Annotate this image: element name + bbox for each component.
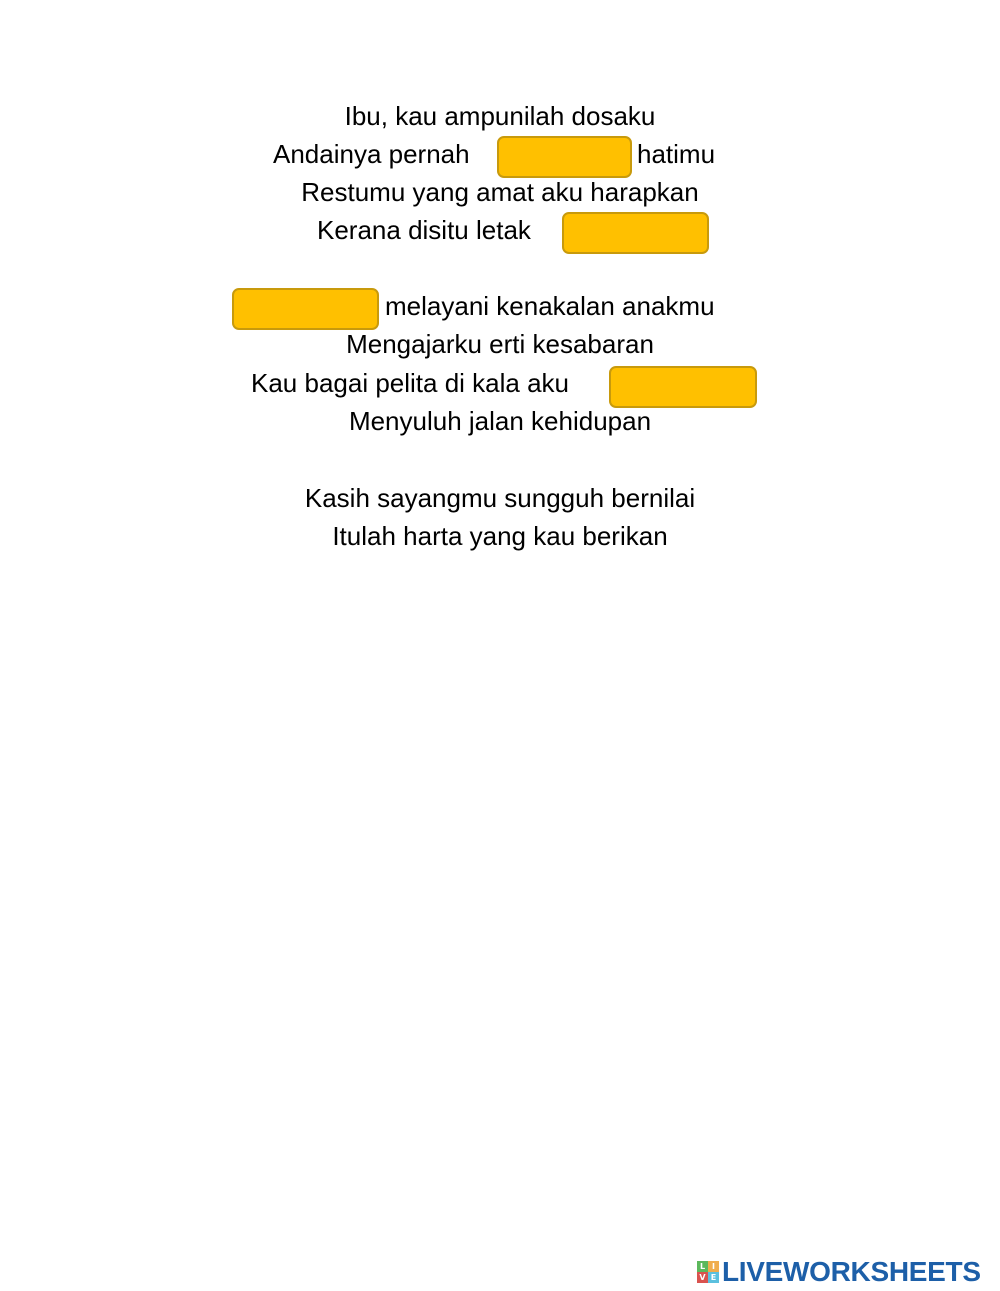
lyric-text: Kerana disitu letak — [317, 215, 531, 245]
lyric-line — [0, 478, 1000, 518]
logo-icon-letter: L — [697, 1261, 708, 1272]
lyric-line-with-blank — [0, 286, 1000, 326]
lyric-text: Itulah harta yang kau berikan — [332, 521, 668, 551]
logo-wordmark: LIVEWORKSHEETS — [722, 1256, 981, 1287]
lyric-text: Kau bagai pelita di kala aku — [251, 368, 570, 398]
lyric-text: hatimu — [637, 139, 716, 169]
lyric-line — [0, 324, 1000, 364]
lyric-text: Restumu yang amat aku harapkan — [301, 177, 699, 207]
lyric-line — [0, 401, 1000, 441]
logo-icon-letter: I — [708, 1261, 719, 1272]
lyric-line-with-blank — [0, 210, 1000, 250]
lyric-line — [0, 96, 1000, 136]
answer-blank-2[interactable] — [562, 212, 709, 254]
logo-icon-letter: E — [708, 1272, 719, 1283]
logo-icon-letter: V — [697, 1272, 708, 1283]
lyric-text: Andainya pernah — [273, 139, 470, 169]
lyric-line — [0, 516, 1000, 556]
liveworksheets-logo-icon — [697, 1261, 719, 1283]
lyric-text: Menyuluh jalan kehidupan — [348, 406, 652, 436]
lyric-text: Mengajarku erti kesabaran — [346, 329, 654, 359]
lyric-line-with-blank — [0, 363, 1000, 403]
liveworksheets-logo[interactable] — [697, 1257, 981, 1287]
lyric-text: Kasih sayangmu sungguh bernilai — [304, 483, 696, 513]
lyric-text: Ibu, kau ampunilah dosaku — [344, 101, 656, 131]
lyric-text: melayani kenakalan anakmu — [385, 291, 715, 321]
lyric-line — [0, 172, 1000, 212]
